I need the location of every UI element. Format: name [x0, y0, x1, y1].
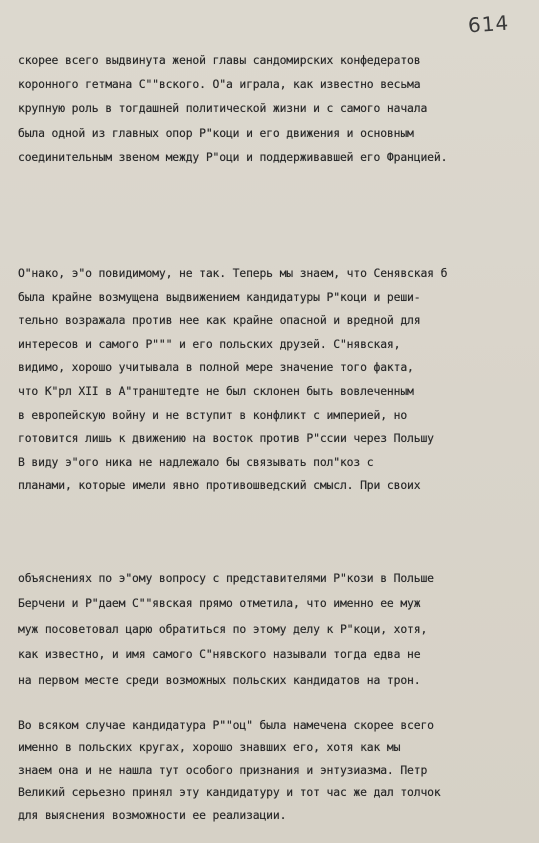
text-line: объяснениях по э"ому вопросу с представителями Р"кози в Польше	[18, 571, 434, 585]
text-line: была одной из главных опор Р"коци и его движения и основным	[18, 125, 414, 140]
text-line: муж посоветовал царю обратиться по этому делу к Р"коци, хотя,	[18, 621, 428, 636]
text-line: крупную роль в тогдашней политической жизни и с самого начала	[18, 101, 428, 116]
text-line: на первом месте среди возможных польских кандидатов на трон.	[18, 672, 421, 687]
text-line: как известно, и имя самого С"нявского называли тогда едва не	[18, 647, 421, 662]
text-line: именно в польских кругах, хорошо знавших его, хотя как мы	[18, 740, 401, 755]
paragraph-4	[18, 714, 534, 826]
text-line: Во всяком случае кандидатура Р""оц" была намечена скорее всего	[18, 718, 434, 732]
text-line: интересов и самого Р""" и его польских друзей. С"нявская,	[18, 336, 401, 351]
text-line: Великий серьезно принял эту кандидатуру и тот час же дал толчок	[18, 785, 441, 800]
text-line: Берчени и Р"даем С""явская прямо отметила, что именно ее муж	[18, 596, 421, 611]
paragraph-2	[18, 262, 534, 498]
text-line: соединительным звеном между Р"оци и поддерживавшей его Францией.	[18, 149, 448, 164]
text-line: готовится лишь к движению на восток против Р"ссии через Польшу	[18, 431, 434, 446]
text-line: скорее всего выдвинута женой главы сандомирских конфедератов	[18, 53, 421, 67]
text-line: что К"рл XII в А"транштедте не был склонен быть вовлеченным	[18, 383, 414, 398]
text-line: для выяснения возможности ее реализации.	[18, 807, 287, 822]
text-line: В виду э"ого ника не надлежало бы связывать пол"коз с	[18, 454, 374, 469]
paragraph-1	[18, 48, 534, 169]
page-number: 614	[467, 10, 510, 38]
text-line: планами, которые имели явно противошведский смысл. При своих	[18, 478, 421, 493]
paragraph-3	[18, 566, 534, 693]
text-line: О"нако, э"о повидимому, не так. Теперь мы знаем, что Сенявская б	[18, 266, 448, 280]
text-line: коронного гетмана С""вского. О"а играла, как известно весьма	[18, 77, 421, 92]
text-line: в европейскую войну и не вступит в конфликт с империей, но	[18, 407, 408, 422]
text-line: знаем она и не нашла тут особого признания и энтузиазма. Петр	[18, 762, 428, 777]
text-line: тельно возражала против нее как крайне опасной и вредной для	[18, 313, 421, 328]
text-line: была крайне возмущена выдвижением кандидатуры Р"коци и реши-	[18, 289, 421, 304]
text-line: видимо, хорошо учитывала в полной мере значение того факта,	[18, 360, 414, 375]
